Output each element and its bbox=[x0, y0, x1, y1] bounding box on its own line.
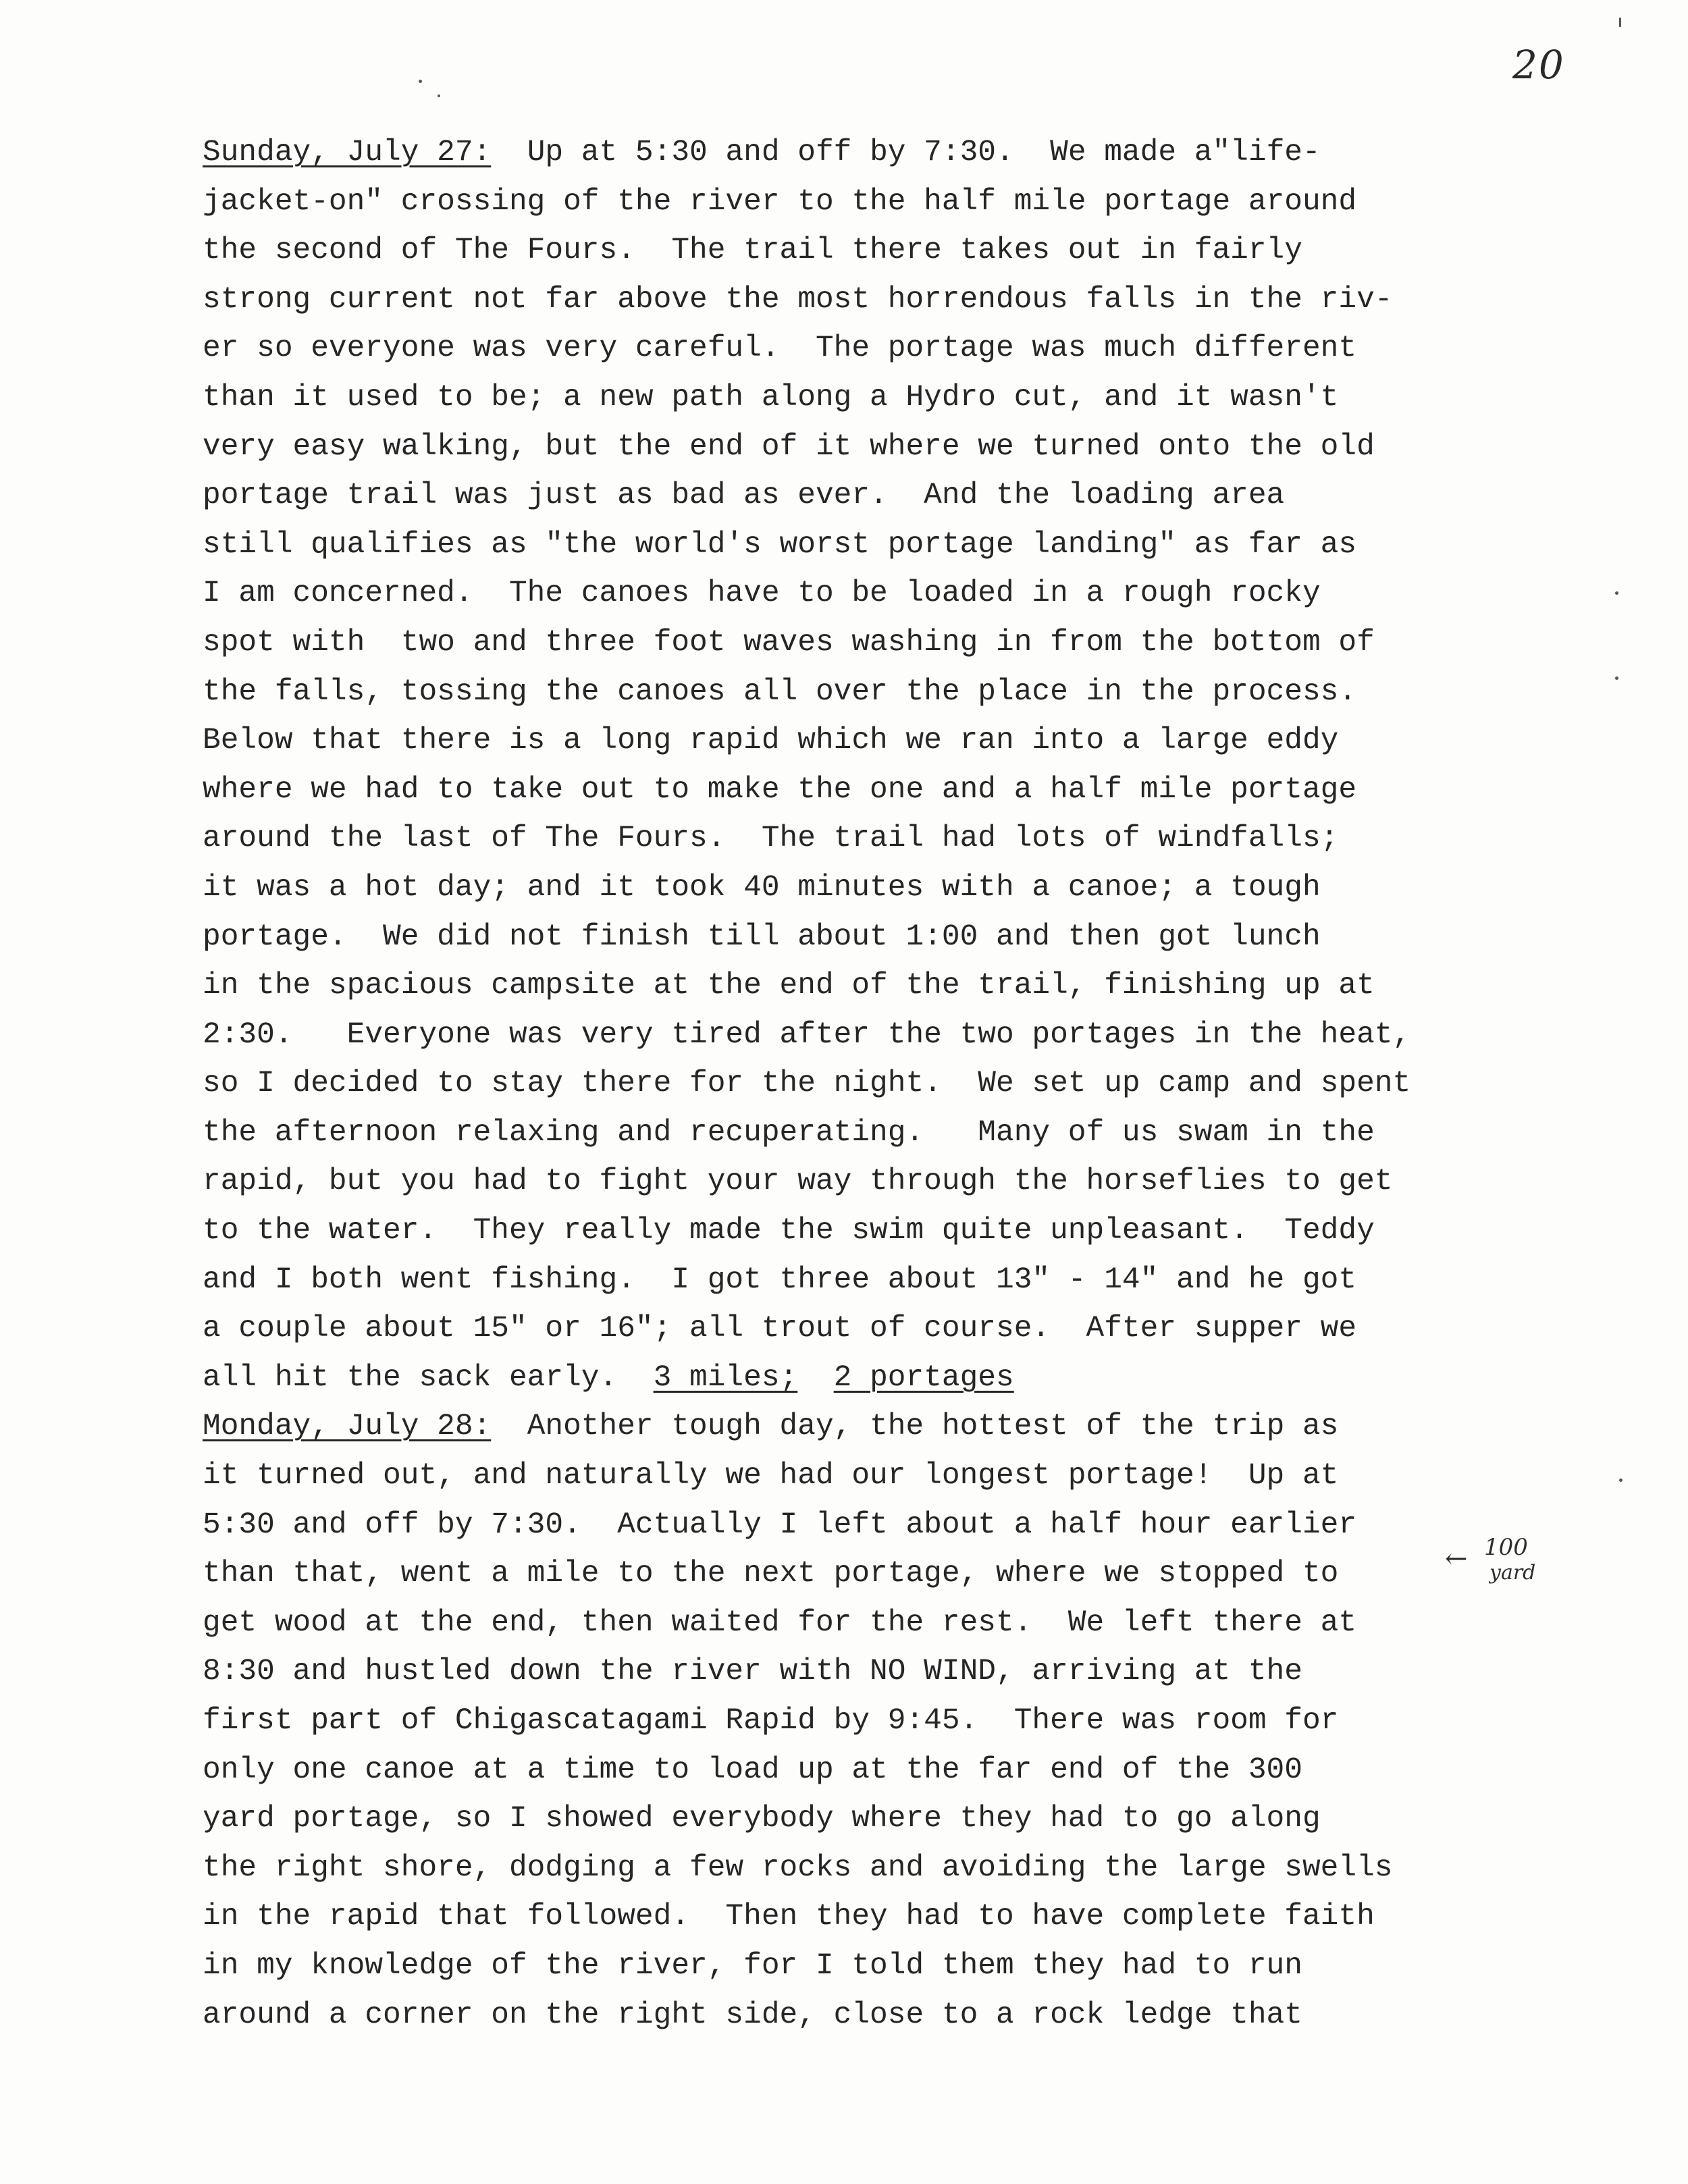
line-text: it was a hot day; and it took 40 minutes with a canoe; a tough bbox=[203, 870, 1321, 905]
text-line bbox=[203, 814, 1553, 863]
line-text: strong current not far above the most horrendous falls in the riv- bbox=[203, 282, 1393, 317]
text-line bbox=[203, 324, 1553, 373]
line-text: Another tough day, the hottest of the trip as bbox=[491, 1410, 1339, 1444]
margin-note-number: 100 bbox=[1484, 1534, 1528, 1561]
left-arrow-icon: ← bbox=[1445, 1543, 1468, 1574]
text-line bbox=[203, 1354, 1553, 1403]
line-text: to the water. They really made the swim quite unpleasant. Teddy bbox=[203, 1214, 1375, 1248]
text-line bbox=[203, 1451, 1553, 1501]
line-text: the right shore, dodging a few rocks and avoiding the large swells bbox=[203, 1850, 1393, 1885]
text-line bbox=[203, 275, 1553, 325]
text-line bbox=[203, 961, 1553, 1011]
text-line bbox=[203, 1549, 1553, 1599]
text-line bbox=[203, 1647, 1553, 1697]
line-text: the afternoon relaxing and recuperating. Many of us swam in the bbox=[203, 1115, 1375, 1150]
text-line bbox=[203, 1794, 1553, 1844]
text-line bbox=[203, 1501, 1553, 1550]
text-line bbox=[203, 913, 1553, 962]
text-line bbox=[203, 1844, 1553, 1893]
line-text: all hit the sack early. bbox=[203, 1360, 654, 1395]
page-number: 20 bbox=[1512, 42, 1565, 88]
summary-gap bbox=[797, 1361, 833, 1395]
line-text: where we had to take out to make the one and a half mile portage bbox=[203, 772, 1357, 807]
line-text: 5:30 and off by 7:30. Actually I left about a half hour earlier bbox=[203, 1508, 1357, 1542]
line-text: very easy walking, but the end of it where we turned onto the old bbox=[203, 429, 1375, 464]
line-text: only one canoe at a time to load up at the far end of the 300 bbox=[203, 1753, 1302, 1787]
line-text: and I both went fishing. I got three about 13" - 14" and he got bbox=[203, 1262, 1357, 1297]
line-text: yard portage, so I showed everybody where they had to go along bbox=[203, 1802, 1321, 1836]
line-text: around the last of The Fours. The trail had lots of windfalls; bbox=[203, 822, 1339, 856]
line-text: a couple about 15" or 16"; all trout of course. After supper we bbox=[203, 1312, 1357, 1346]
scan-speck bbox=[1615, 676, 1618, 680]
line-text: 2:30. Everyone was very tired after the two portages in the heat, bbox=[203, 1017, 1411, 1052]
line-text: in the rapid that followed. Then they had to have complete faith bbox=[203, 1900, 1375, 1934]
daily-portage-summary: 2 portages bbox=[833, 1360, 1014, 1395]
text-line bbox=[203, 128, 1553, 178]
text-line bbox=[203, 471, 1553, 521]
text-line bbox=[203, 1892, 1553, 1942]
entry-date-heading: Monday, July 28: bbox=[203, 1410, 492, 1444]
line-text: portage. We did not finish till about 1:00 and then got lunch bbox=[203, 920, 1321, 954]
text-line bbox=[203, 373, 1553, 423]
text-line bbox=[203, 178, 1553, 227]
text-line bbox=[203, 1942, 1553, 1991]
line-text: so I decided to stay there for the night. We set up camp and spent bbox=[203, 1067, 1411, 1101]
text-line bbox=[203, 618, 1553, 668]
text-line bbox=[203, 1697, 1553, 1746]
line-text: Below that there is a long rapid which we ran into a large eddy bbox=[203, 724, 1339, 758]
text-line bbox=[203, 1206, 1553, 1256]
daily-distance-summary: 3 miles; bbox=[653, 1360, 798, 1395]
line-text: get wood at the end, then waited for the rest. We left there at bbox=[203, 1605, 1357, 1640]
text-line bbox=[203, 423, 1553, 472]
line-text: portage trail was just as bad as ever. And the loading area bbox=[203, 479, 1285, 513]
text-line bbox=[203, 1402, 1553, 1451]
line-text: er so everyone was very careful. The portage was much different bbox=[203, 331, 1357, 366]
text-line bbox=[203, 1991, 1553, 2040]
line-text: in my knowledge of the river, for I told them they had to run bbox=[203, 1948, 1302, 1983]
scan-speck bbox=[438, 95, 440, 97]
scan-speck bbox=[1619, 1479, 1623, 1482]
line-text: it turned out, and naturally we had our longest portage! Up at bbox=[203, 1459, 1339, 1493]
text-line bbox=[203, 1011, 1553, 1060]
line-text: spot with two and three foot waves washing in from the bottom of bbox=[203, 625, 1375, 660]
text-line bbox=[203, 1599, 1553, 1648]
line-text: jacket-on" crossing of the river to the half mile portage around bbox=[203, 184, 1357, 219]
text-line bbox=[203, 1256, 1553, 1305]
line-text: than it used to be; a new path along a Hydro cut, and it wasn't bbox=[203, 380, 1339, 415]
scan-speck bbox=[1619, 18, 1621, 27]
line-text: first part of Chigascatagami Rapid by 9:45. There was room for bbox=[203, 1704, 1339, 1738]
text-line bbox=[203, 766, 1553, 815]
journal-text bbox=[203, 128, 1553, 2040]
text-line bbox=[203, 1157, 1553, 1206]
text-line bbox=[203, 1746, 1553, 1795]
text-line bbox=[203, 1304, 1553, 1354]
scan-speck bbox=[1615, 591, 1618, 595]
line-text: still qualifies as "the world's worst portage landing" as far as bbox=[203, 527, 1357, 562]
text-line bbox=[203, 716, 1553, 766]
line-text: rapid, but you had to fight your way through the horseflies to get bbox=[203, 1165, 1393, 1199]
text-line bbox=[203, 1059, 1553, 1109]
line-text: the falls, tossing the canoes all over the place in the process. bbox=[203, 674, 1357, 709]
text-line bbox=[203, 1109, 1553, 1158]
entry-date-heading: Sunday, July 27: bbox=[203, 136, 492, 169]
line-text: than that, went a mile to the next portage, where we stopped to bbox=[203, 1557, 1339, 1591]
margin-note-unit: yard bbox=[1489, 1561, 1536, 1584]
text-line bbox=[203, 668, 1553, 717]
line-text: around a corner on the right side, close to a rock ledge that bbox=[203, 1998, 1302, 2032]
text-line bbox=[203, 521, 1553, 570]
line-text: in the spacious campsite at the end of the trail, finishing up at bbox=[203, 969, 1375, 1003]
text-line bbox=[203, 569, 1553, 618]
scan-speck bbox=[419, 80, 422, 83]
line-text: I am concerned. The canoes have to be loaded in a rough rocky bbox=[203, 577, 1321, 611]
line-text: the second of The Fours. The trail there takes out in fairly bbox=[203, 234, 1302, 268]
text-line bbox=[203, 226, 1553, 275]
line-text: Up at 5:30 and off by 7:30. We made a"life- bbox=[491, 136, 1321, 169]
line-text: 8:30 and hustled down the river with NO WIND, arriving at the bbox=[203, 1655, 1302, 1689]
text-line bbox=[203, 863, 1553, 913]
handwritten-margin-note bbox=[1445, 1534, 1580, 1601]
